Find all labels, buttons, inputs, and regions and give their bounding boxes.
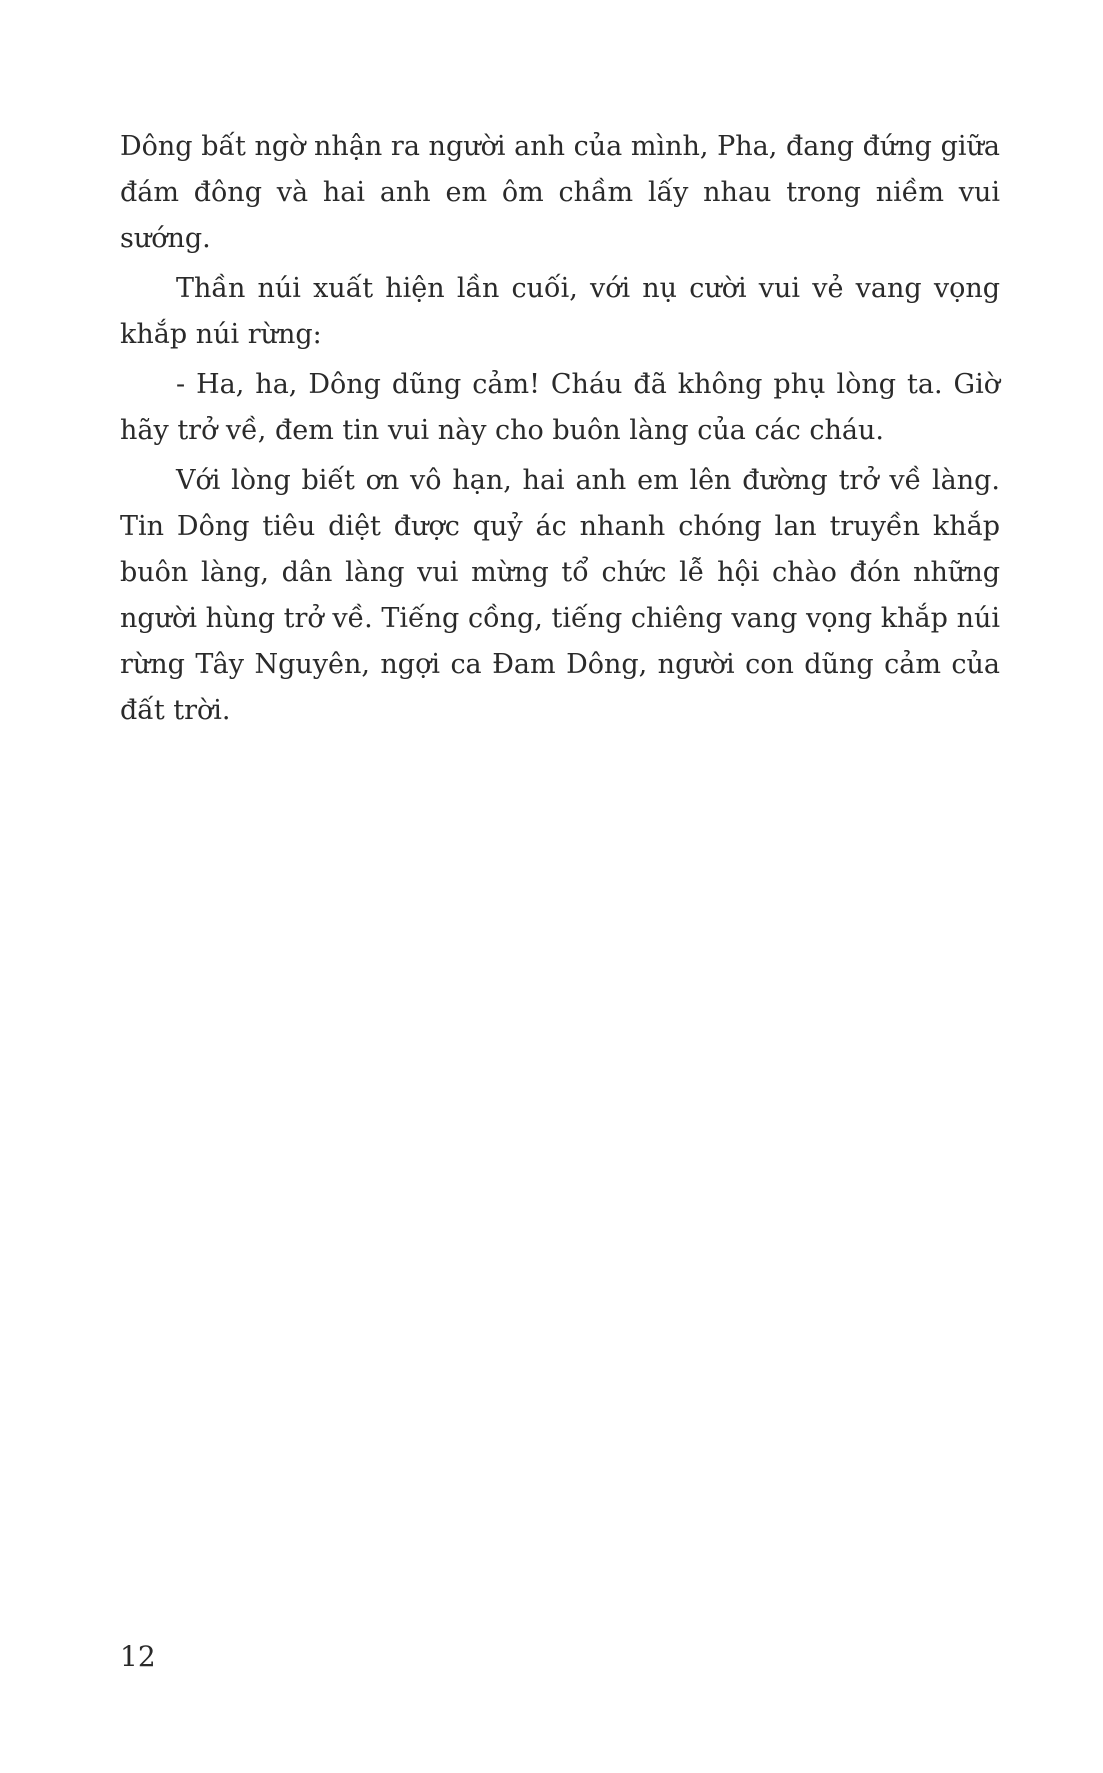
paragraph-2: Thần núi xuất hiện lần cuối, với nụ cười vui vẻ vang vọng khắp núi rừng:	[120, 273, 1000, 350]
paragraph-4: Với lòng biết ơn vô hạn, hai anh em lên đường trở về làng. Tin Dông tiêu diệt được quỷ ác nhanh chóng lan truyền khắp buôn làng, dân làng vui mừng tổ chức lễ hội chào đón những người hùng trở về. Tiếng cồng, tiếng chiêng vang vọng khắp núi rừng Tây Nguyên, ngợi ca Đam Dông, người con dũng cảm của đất trời.	[120, 465, 1000, 726]
body-text	[120, 124, 1000, 738]
paragraph-1: Dông bất ngờ nhận ra người anh của mình, Pha, đang đứng giữa đám đông và hai anh em ôm chầm lấy nhau trong niềm vui sướng.	[120, 131, 1000, 254]
paragraph-3: - Ha, ha, Dông dũng cảm! Cháu đã không phụ lòng ta. Giờ hãy trở về, đem tin vui này cho buôn làng của các cháu.	[120, 369, 1000, 446]
page-number: 12	[120, 1640, 156, 1673]
